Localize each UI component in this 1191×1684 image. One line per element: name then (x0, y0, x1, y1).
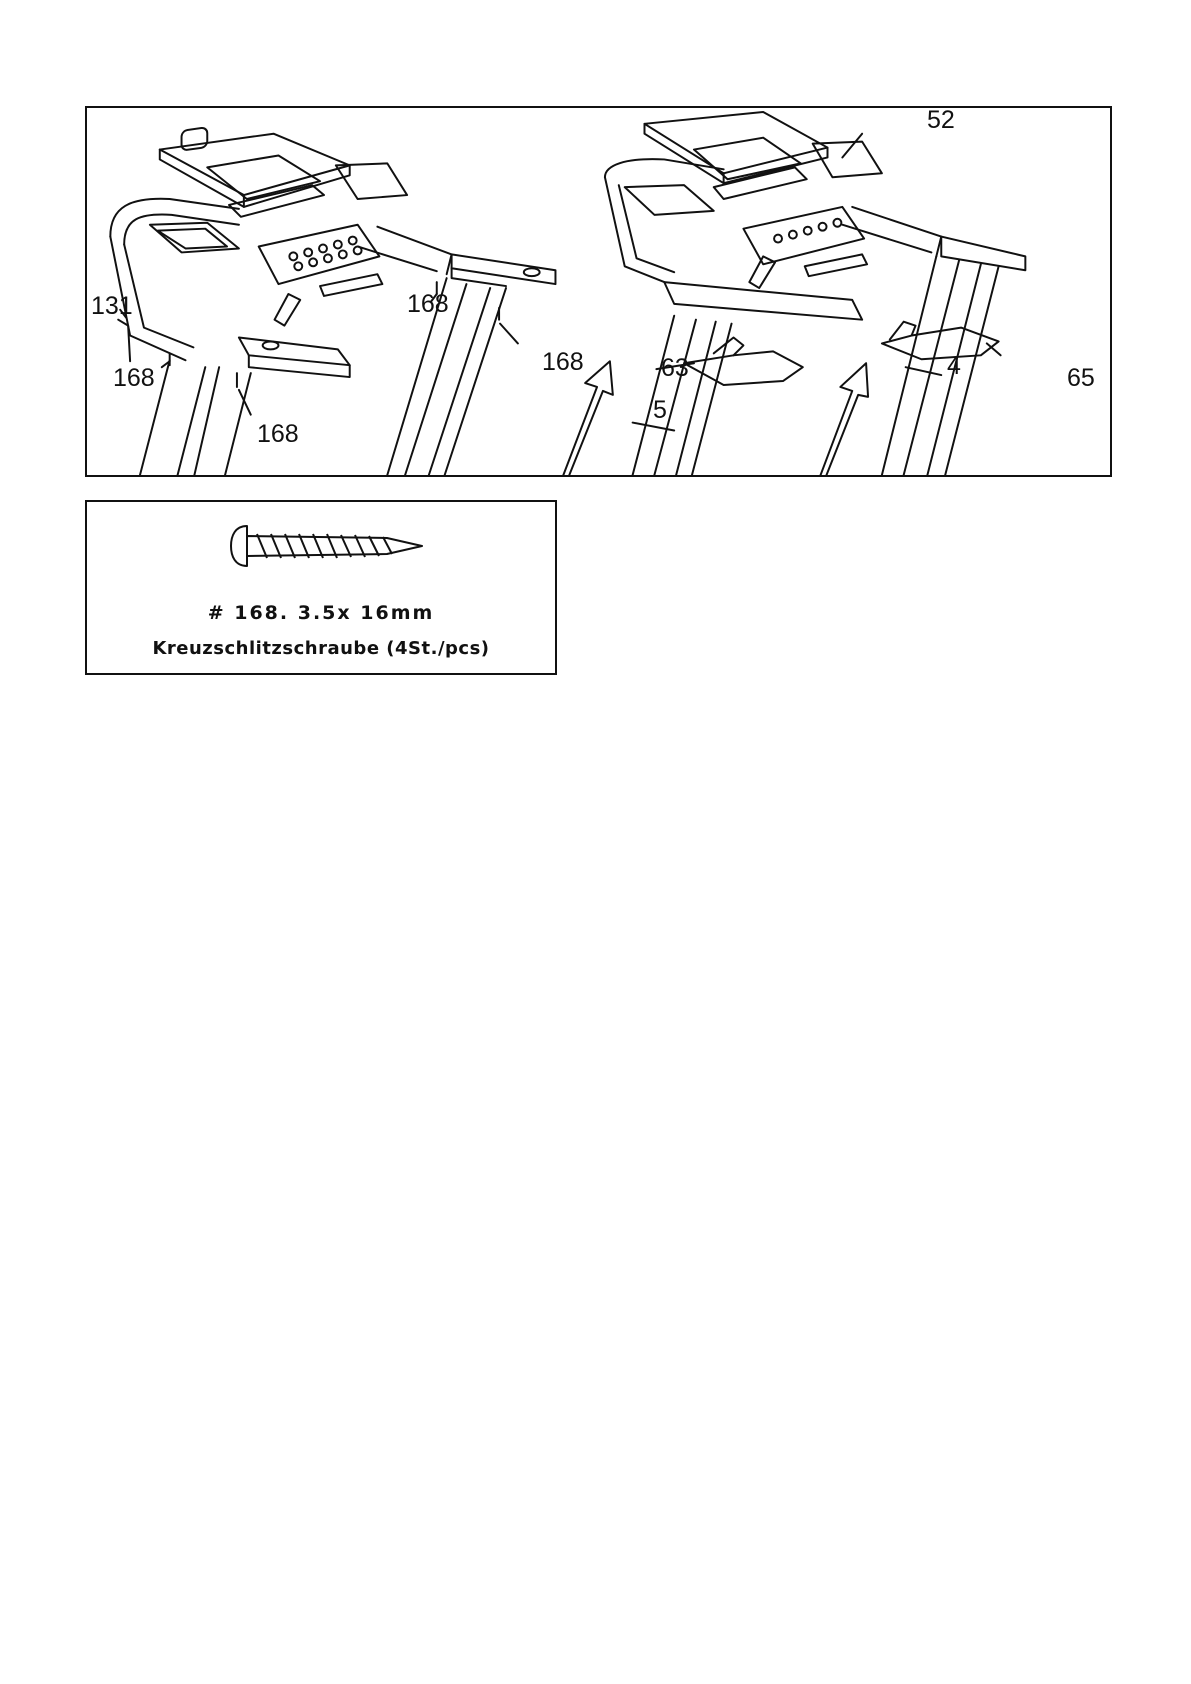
callout-63: 63 (661, 354, 689, 382)
hardware-legend (85, 500, 557, 675)
callout-131: 131 (91, 292, 133, 320)
callout-168-bottom: 168 (257, 420, 299, 448)
callout-65: 65 (1067, 364, 1095, 392)
right-console-assembly (563, 112, 1025, 475)
callout-52: 52 (927, 106, 955, 134)
callout-5: 5 (653, 396, 667, 424)
callout-4: 4 (947, 352, 961, 380)
screw-icon (217, 516, 437, 576)
part-spec: # 168. 3.5x 16mm (207, 602, 435, 624)
callout-168-left: 168 (113, 364, 155, 392)
part-description: Kreuzschlitzschraube (4St./pcs) (152, 638, 490, 659)
callout-168-right: 168 (542, 348, 584, 376)
left-console-assembly (110, 127, 555, 475)
treadmill-console-drawing (87, 108, 1110, 475)
assembly-diagram (85, 106, 1112, 477)
callout-168-mid: 168 (407, 290, 449, 318)
